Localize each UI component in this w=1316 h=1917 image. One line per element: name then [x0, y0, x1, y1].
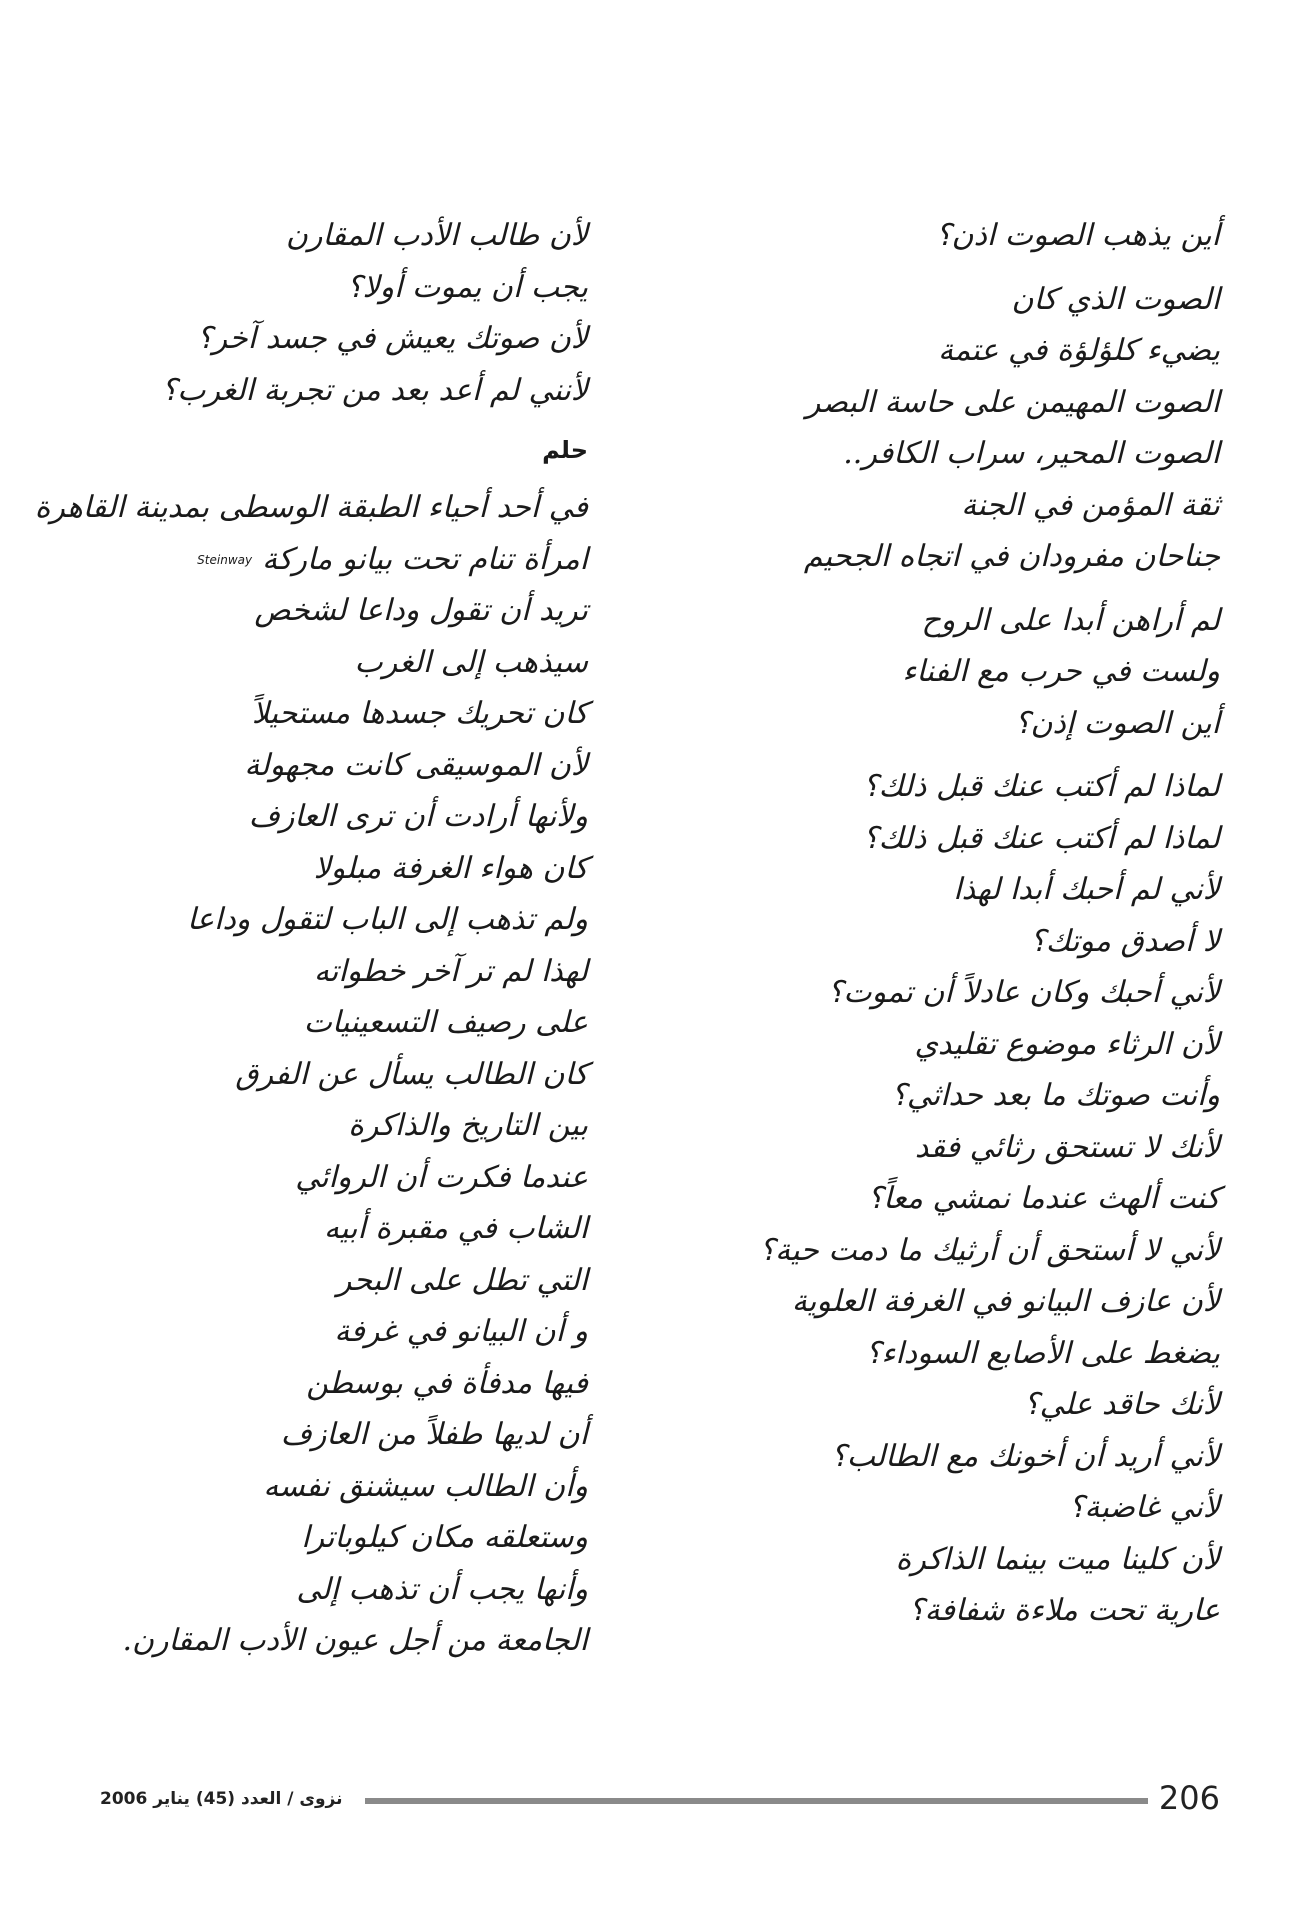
poem-line: في أحد أحياء الطبقة الوسطى بمدينة القاهرة — [34, 490, 588, 525]
poem-line: وأن الطالب سيشنق نفسه — [263, 1468, 588, 1504]
poem-line: يضغط على الأصابع السوداء؟ — [865, 1335, 1220, 1371]
poem-line: و أن البيانو في غرفة — [334, 1314, 588, 1349]
poem-line: ثقة المؤمن في الجنة — [961, 487, 1220, 523]
poem-line: ولست في حرب مع الفناء — [902, 654, 1220, 689]
poem-line: لأن عازف البيانو في الغرفة العلوية — [791, 1284, 1220, 1319]
poem-column-right — [700, 210, 1220, 1637]
poem-line: ولأنها أرادت أن ترى العازف — [248, 799, 588, 834]
poem-line: وستعلقه مكان كيلوباترا — [301, 1520, 588, 1555]
poem-line: فيها مدفأة في بوسطن — [306, 1365, 588, 1401]
poem-line: كان الطالب يسأل عن الفرق — [235, 1056, 588, 1092]
poem-line: لا أصدق موتك؟ — [1029, 923, 1220, 959]
poem-line: لأني أريد أن أخونك مع الطالب؟ — [830, 1438, 1220, 1474]
poem-line: أين الصوت إذن؟ — [1014, 705, 1220, 741]
poem-line: الصوت المهيمن على حاسة البصر — [805, 384, 1220, 420]
poem-line: لماذا لم أكتب عنك قبل ذلك؟ — [862, 769, 1220, 804]
poem-line: لأن كلينا ميت بينما الذاكرة — [895, 1541, 1220, 1577]
poem-line: لأني لا أستحق أن أرثيك ما دمت حية؟ — [759, 1232, 1220, 1268]
poem-line: كنت ألهث عندما نمشي معاً؟ — [867, 1181, 1220, 1216]
poem-line: لهذا لم تر آخر خطواته — [313, 953, 588, 989]
poem-line: الصوت الذي كان — [1011, 281, 1220, 317]
poem-line: أين يذهب الصوت اذن؟ — [935, 218, 1220, 253]
poem-line: الجامعة من أجل عيون الأدب المقارن. — [122, 1623, 588, 1658]
journal-issue-info: نزوى / العدد (45) يناير 2006 — [100, 1789, 343, 1809]
poem-line: أن لديها طفلاً من العازف — [280, 1417, 588, 1452]
poem-line: لماذا لم أكتب عنك قبل ذلك؟ — [862, 820, 1220, 856]
page-number: 206 — [1158, 1779, 1220, 1817]
poem-line: ولم تذهب إلى الباب لتقول وداعا — [187, 902, 588, 937]
poem-line: لأني أحبك وكان عادلاً أن تموت؟ — [827, 975, 1220, 1010]
poem-line: تريد أن تقول وداعا لشخص — [254, 593, 588, 628]
poem-line: لأنك حاقد علي؟ — [1023, 1387, 1220, 1422]
poem-line-text: امرأة تنام تحت بيانو ماركة — [262, 541, 588, 577]
page-footer — [0, 1778, 1316, 1818]
poem-line: يضيء كلؤلؤة في عتمة — [938, 333, 1220, 368]
piano-brand: Steinway — [197, 552, 253, 567]
poem-line: لأن الرثاء موضوع تقليدي — [914, 1026, 1220, 1062]
poem-line: لأنك لا تستحق رثائي فقد — [914, 1129, 1220, 1165]
poem-line: يجب أن يموت أولا؟ — [346, 269, 588, 305]
poem-line — [68, 534, 588, 586]
poem-line: جناحان مفرودان في اتجاه الجحيم — [803, 539, 1220, 574]
poem-line: لأنني لم أعد بعد من تجربة الغرب؟ — [161, 372, 588, 408]
poem-line: وأنها يجب أن تذهب إلى — [296, 1571, 588, 1607]
poem-line: التي تطل على البحر — [336, 1262, 588, 1298]
poem-line: الصوت المحير، سراب الكافر.. — [843, 436, 1220, 471]
poem-line: لأني غاضبة؟ — [1068, 1490, 1220, 1525]
poem-line: كان تحريك جسدها مستحيلاً — [251, 696, 588, 731]
section-heading: حلم — [542, 436, 588, 464]
footer-divider — [365, 1798, 1148, 1804]
poem-line: الشاب في مقبرة أبيه — [324, 1211, 588, 1246]
poem-line: لأن طالب الأدب المقارن — [285, 218, 588, 253]
poem-column-left — [34, 210, 588, 1667]
poem-line: كان هواء الغرفة مبلولا — [313, 850, 588, 886]
poem-line: عندما فكرت أن الروائي — [295, 1159, 588, 1195]
poem-line: لأن صوتك يعيش في جسد آخر؟ — [196, 321, 588, 356]
poem-line: لم أراهن أبدا على الروح — [921, 602, 1220, 638]
poem-line: لأني لم أحبك أبدا لهذا — [953, 872, 1220, 907]
poem-line: على رصيف التسعينيات — [303, 1005, 588, 1040]
poem-line: عارية تحت ملاءة شفافة؟ — [908, 1593, 1220, 1628]
poem-line: وأنت صوتك ما بعد حداثي؟ — [890, 1078, 1220, 1113]
poem-line: سيذهب إلى الغرب — [354, 644, 588, 680]
poem-line: لأن الموسيقى كانت مجهولة — [244, 747, 588, 783]
poem-line: بين التاريخ والذاكرة — [348, 1108, 588, 1143]
